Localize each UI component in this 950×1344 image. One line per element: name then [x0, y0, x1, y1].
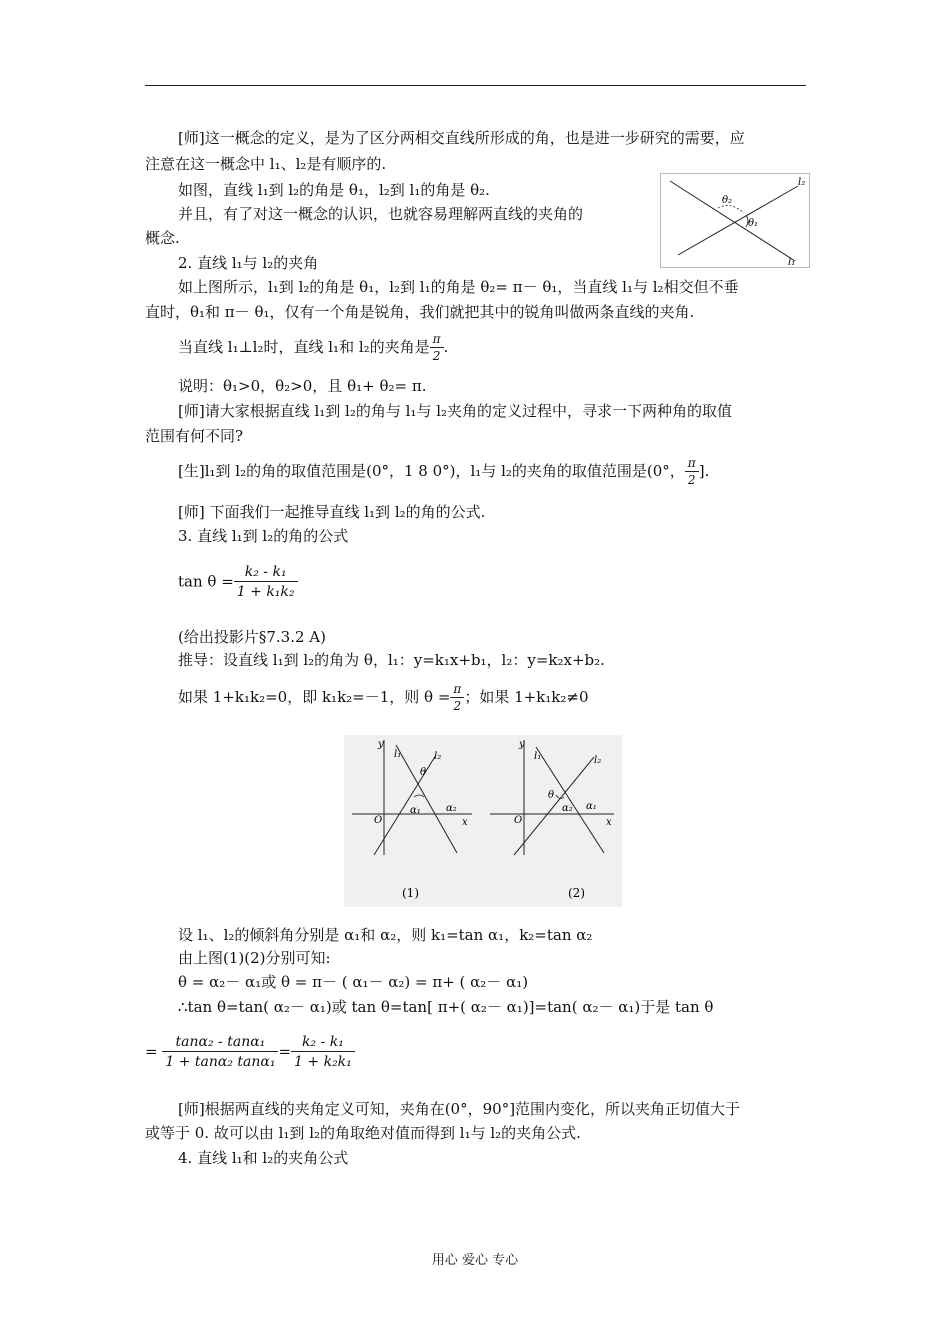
svg-text:l₂: l₂: [434, 751, 442, 762]
svg-text:α₁: α₁: [410, 805, 421, 816]
concept-line1: 并且，有了对这一概念的认识，也就容易理解两直线的夹角的: [178, 205, 584, 223]
section4-title: 4. 直线 l₁和 l₂的夹角公式: [178, 1149, 349, 1167]
derivation-line: 推导：设直线 l₁到 l₂的角为 θ，l₁：y=k₁x+b₁，l₂：y=k₂x+b₂.: [178, 651, 605, 669]
svg-text:x: x: [462, 817, 468, 828]
svg-text:x: x: [606, 817, 612, 828]
section2-text-line1: 如上图所示，l₁到 l₂的角是 θ₁，l₂到 l₁的角是 θ₂= π－ θ₁，当直线 l₁与 l₂相交但不垂: [178, 278, 739, 296]
svg-text:y: y: [378, 739, 384, 750]
figure-caption-2: (2): [568, 886, 585, 900]
formula-tan-theta: tan θ = $\frac{\text{k₂ - k₁}}{\text{1 + k₁k₂}}$: [178, 563, 298, 602]
svg-text:α₂: α₂: [446, 803, 457, 814]
if-case-line: 如果 1+k₁k₂=0，即 k₁k₂=－1，则 θ = $\frac{\pi}{2}$ ；如果 1+k₁k₂≠0: [178, 682, 589, 713]
concept-line2: 概念.: [145, 229, 180, 247]
therefore-line: ∴tan θ=tan( α₂－ α₁)或 tan θ=tan[ π+( α₂－ α₁)]=tan( α₂－ α₁)于是 tan θ: [178, 998, 714, 1016]
formula-tan-difference: = $\frac{\text{tanα₂ - tanα₁}}{\text{1 + tanα₂ tanα₁}}$ = $\frac{\text{k₂ - k₁}}{\text{1 + k₂k₁}}$: [145, 1033, 355, 1072]
svg-text:O: O: [514, 815, 523, 826]
paragraph-teacher-definition-line2: 注意在这一概念中 l₁、l₂是有顺序的.: [145, 155, 387, 173]
theta-relation: θ = α₂－ α₁或 θ = π－ ( α₁－ α₂) = π+ ( α₂－ α₁): [178, 973, 529, 991]
student-answer-line: [生]l₁到 l₂的角的取值范围是(0°，1 8 0°)，l₁与 l₂的夹角的取值范围是(0°， $\frac{\pi}{2}$ ].: [178, 456, 710, 487]
svg-text:l₂: l₂: [594, 755, 602, 766]
teacher-question-line1: [师]请大家根据直线 l₁到 l₂的角与 l₁与 l₂夹角的定义过程中，寻求一下两种角的取值: [178, 402, 733, 420]
l2-label: l₂: [798, 177, 806, 188]
paragraph-teacher-definition-line1: [师]这一概念的定义，是为了区分两相交直线所形成的角，也是进一步研究的需要，应: [178, 129, 745, 147]
svg-text:α₁: α₁: [586, 801, 597, 812]
l1-label: l₁: [788, 257, 796, 268]
slide-note: (给出投影片§7.3.2 A): [178, 628, 326, 646]
teacher-question-line2: 范围有何不同?: [145, 427, 244, 445]
section2-text-line2: 直时，θ₁和 π－ θ₁，仅有一个角是锐角，我们就把其中的锐角叫做两条直线的夹角.: [145, 303, 695, 321]
two-panel-figure: [344, 735, 622, 907]
from-figure-line: 由上图(1)(2)分别可知:: [178, 949, 331, 967]
header-rule: [145, 85, 806, 86]
theta1-label: θ₁: [748, 218, 759, 229]
section2-title: 2. 直线 l₁与 l₂的夹角: [178, 254, 319, 272]
theta2-label: θ₂: [722, 195, 733, 206]
section3-title: 3. 直线 l₁到 l₂的角的公式: [178, 527, 349, 545]
crossing-lines-figure: [660, 173, 810, 268]
svg-text:θ: θ: [548, 790, 555, 801]
page-footer: 用心 爱心 专心: [431, 1253, 519, 1268]
svg-text:θ: θ: [420, 767, 427, 778]
figure-caption-1: (1): [402, 886, 419, 900]
slope-definition: 设 l₁、l₂的倾斜角分别是 α₁和 α₂，则 k₁=tan α₁，k₂=tan α₂: [178, 926, 593, 944]
svg-text:α₂: α₂: [562, 803, 573, 814]
svg-text:O: O: [374, 815, 383, 826]
teacher-final-line2: 或等于 0. 故可以由 l₁到 l₂的角取绝对值而得到 l₁与 l₂的夹角公式.: [145, 1124, 581, 1142]
teacher-final-line1: [师]根据两直线的夹角定义可知，夹角在(0°，90°]范围内变化，所以夹角正切值大于: [178, 1100, 741, 1118]
svg-text:y: y: [519, 739, 525, 750]
note-line: 说明：θ₁>0，θ₂>0，且 θ₁+ θ₂= π.: [178, 377, 427, 395]
figure-intro: 如图，直线 l₁到 l₂的角是 θ₁，l₂到 l₁的角是 θ₂.: [178, 181, 490, 199]
svg-text:l₁: l₁: [394, 749, 402, 760]
svg-text:l₁: l₁: [534, 751, 542, 762]
teacher-derive-line: [师] 下面我们一起推导直线 l₁到 l₂的角的公式.: [178, 503, 486, 521]
perpendicular-line: 当直线 l₁⊥l₂时，直线 l₁和 l₂的夹角是 $\frac{\pi}{2}$ .: [178, 332, 449, 363]
